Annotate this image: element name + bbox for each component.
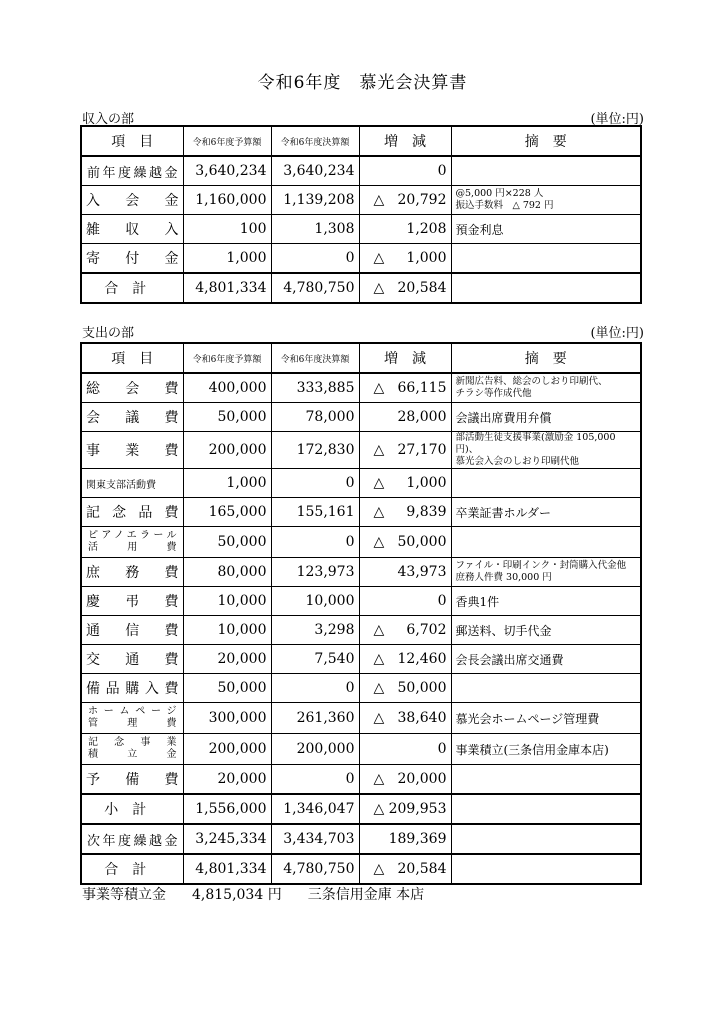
row-budget: 1,160,000 — [183, 186, 271, 215]
row-note — [451, 244, 641, 274]
table-row — [81, 373, 641, 403]
row-actual: 0 — [271, 765, 359, 795]
row-diff — [359, 794, 451, 824]
income-unit-label: (単位:円) — [590, 112, 644, 127]
row-note: 会長会議出席交通費 — [451, 645, 641, 674]
row-actual: 0 — [271, 244, 359, 274]
table-row — [81, 703, 641, 734]
row-diff — [359, 156, 451, 186]
row-diff — [359, 587, 451, 616]
row-item: 寄付金 — [81, 244, 183, 274]
row-diff — [359, 527, 451, 558]
row-note — [451, 794, 641, 824]
row-note: 香典1件 — [451, 587, 641, 616]
table-row — [81, 432, 641, 469]
row-diff-value: 20,584 — [397, 861, 447, 877]
table-row — [81, 527, 641, 558]
table-row — [81, 469, 641, 498]
row-diff-value: 27,170 — [397, 442, 447, 458]
row-budget: 200,000 — [183, 734, 271, 765]
header-note: 摘 要 — [451, 126, 641, 156]
expense-section-label: 支出の部 — [82, 326, 135, 341]
row-item: 予備費 — [81, 765, 183, 795]
row-note — [451, 558, 641, 587]
header-item: 項 目 — [81, 343, 183, 373]
row-item-label: 合計 — [104, 862, 161, 878]
row-actual: 0 — [271, 469, 359, 498]
row-item-label: 活用費 — [88, 542, 177, 553]
row-note: 会議出席費用弁償 — [451, 403, 641, 432]
row-item: 記念品費 — [81, 498, 183, 527]
row-diff — [359, 273, 451, 303]
decrease-triangle-icon: △ — [373, 622, 385, 638]
row-budget: 300,000 — [183, 703, 271, 734]
table-row — [81, 156, 641, 186]
row-diff — [359, 469, 451, 498]
table-row — [81, 498, 641, 527]
row-note — [451, 674, 641, 703]
row-actual: 0 — [271, 527, 359, 558]
row-budget: 4,801,334 — [183, 854, 271, 884]
row-budget: 50,000 — [183, 674, 271, 703]
row-budget: 20,000 — [183, 645, 271, 674]
row-diff-value: 50,000 — [397, 680, 447, 696]
row-note: 慕光会ホームページ管理費 — [451, 703, 641, 734]
row-diff — [359, 244, 451, 274]
reserve-fund-footer — [82, 884, 450, 904]
row-note — [451, 824, 641, 854]
row-actual: 78,000 — [271, 403, 359, 432]
row-budget: 400,000 — [183, 373, 271, 403]
decrease-triangle-icon: △ — [373, 534, 385, 550]
row-diff — [359, 734, 451, 765]
row-note: 卒業証書ホルダー — [451, 498, 641, 527]
row-item-label: 積立金 — [88, 749, 177, 760]
row-note — [451, 373, 641, 403]
table-row — [81, 587, 641, 616]
row-diff-value: 50,000 — [397, 534, 447, 550]
header-actual: 令和6年度決算額 — [271, 126, 359, 156]
row-actual: 3,640,234 — [271, 156, 359, 186]
row-item-label: 管理費 — [88, 718, 177, 729]
decrease-triangle-icon: △ — [373, 380, 385, 396]
row-actual: 1,139,208 — [271, 186, 359, 215]
row-item-label: ホームページ — [88, 706, 177, 717]
decrease-triangle-icon: △ — [373, 801, 385, 817]
row-actual: 3,434,703 — [271, 824, 359, 854]
row-actual: 1,308 — [271, 215, 359, 244]
decrease-triangle-icon: △ — [373, 651, 385, 667]
row-diff — [359, 373, 451, 403]
income-header-row — [81, 126, 641, 156]
row-diff-value: 9,839 — [406, 504, 447, 520]
row-diff — [359, 616, 451, 645]
header-note: 摘 要 — [451, 343, 641, 373]
expense-header-row — [81, 343, 641, 373]
row-note: 郵送料、切手代金 — [451, 616, 641, 645]
decrease-triangle-icon: △ — [373, 680, 385, 696]
row-budget: 1,556,000 — [183, 794, 271, 824]
row-diff-value: 66,115 — [397, 380, 447, 396]
row-diff — [359, 674, 451, 703]
row-item: 雑収入 — [81, 215, 183, 244]
row-note — [451, 765, 641, 795]
row-diff-value: 0 — [437, 593, 447, 609]
row-actual: 172,830 — [271, 432, 359, 469]
row-note-line: チラシ等作成代他 — [455, 388, 532, 399]
income-section-label: 収入の部 — [82, 112, 135, 127]
row-diff-value: 20,792 — [397, 192, 447, 208]
reserve-fund-bank: 三条信用金庫 本店 — [307, 887, 425, 903]
row-actual: 4,780,750 — [271, 273, 359, 303]
row-budget: 3,245,334 — [183, 824, 271, 854]
row-diff — [359, 498, 451, 527]
row-note-line: 新聞広告料、総会のしおり印刷代、 — [455, 376, 608, 387]
row-item: 事業費 — [81, 432, 183, 469]
header-budget: 令和6年度予算額 — [183, 126, 271, 156]
row-note-line: 部活動生徒支援事業(激励金 105,000 円)、 — [455, 432, 616, 455]
row-note-line: 振込手数料 △ 792 円 — [455, 200, 554, 211]
row-diff-value: 189,369 — [388, 831, 447, 847]
row-diff-value: 20,000 — [397, 771, 447, 787]
row-note: 預金利息 — [451, 215, 641, 244]
expense-table — [80, 342, 642, 885]
row-actual: 123,973 — [271, 558, 359, 587]
reserve-fund-label: 事業等積立金 — [82, 887, 166, 903]
row-actual: 7,540 — [271, 645, 359, 674]
row-actual: 0 — [271, 674, 359, 703]
total-row — [81, 273, 641, 303]
row-diff — [359, 854, 451, 884]
row-diff — [359, 186, 451, 215]
row-note — [451, 186, 641, 215]
row-diff-value: 38,640 — [397, 710, 447, 726]
row-note-line: @5,000 円×228 人 — [455, 188, 544, 199]
decrease-triangle-icon: △ — [373, 475, 385, 491]
decrease-triangle-icon: △ — [373, 280, 385, 296]
total-row — [81, 854, 641, 884]
row-budget: 1,000 — [183, 469, 271, 498]
row-budget: 4,801,334 — [183, 273, 271, 303]
row-note — [451, 273, 641, 303]
row-item — [81, 794, 183, 824]
row-diff-value: 20,584 — [397, 280, 447, 296]
decrease-triangle-icon: △ — [373, 710, 385, 726]
row-item-label: 小計 — [104, 802, 161, 818]
row-item: 関東支部活動費 — [81, 469, 183, 498]
row-note — [451, 527, 641, 558]
subtotal-row — [81, 794, 641, 824]
row-diff — [359, 215, 451, 244]
table-row — [81, 186, 641, 215]
row-budget: 10,000 — [183, 616, 271, 645]
row-diff-value: 209,953 — [388, 801, 447, 817]
row-note — [451, 469, 641, 498]
table-row — [81, 215, 641, 244]
row-note — [451, 854, 641, 884]
header-item: 項 目 — [81, 126, 183, 156]
row-diff — [359, 824, 451, 854]
row-actual: 10,000 — [271, 587, 359, 616]
row-note-line: 庶務人件費 30,000 円 — [455, 572, 552, 583]
row-actual: 1,346,047 — [271, 794, 359, 824]
row-item: 総会費 — [81, 373, 183, 403]
table-row — [81, 616, 641, 645]
row-item — [81, 527, 183, 558]
row-diff — [359, 558, 451, 587]
income-table — [80, 125, 642, 304]
row-diff — [359, 432, 451, 469]
reserve-fund-amount: 4,815,034 円 — [192, 887, 282, 903]
row-budget: 50,000 — [183, 527, 271, 558]
header-actual: 令和6年度決算額 — [271, 343, 359, 373]
row-item: 次年度繰越金 — [81, 824, 183, 854]
row-item — [81, 734, 183, 765]
table-row — [81, 403, 641, 432]
row-diff-value: 1,208 — [406, 221, 447, 237]
row-budget: 200,000 — [183, 432, 271, 469]
row-budget: 100 — [183, 215, 271, 244]
row-diff-value: 1,000 — [406, 475, 447, 491]
row-budget: 50,000 — [183, 403, 271, 432]
row-item: 通信費 — [81, 616, 183, 645]
row-actual: 333,885 — [271, 373, 359, 403]
row-note: 事業積立(三条信用金庫本店) — [451, 734, 641, 765]
table-row — [81, 244, 641, 274]
decrease-triangle-icon: △ — [373, 861, 385, 877]
row-note — [451, 432, 641, 469]
row-note-line: ファイル・印刷インク・封筒購入代金他 — [455, 560, 627, 571]
row-item — [81, 854, 183, 884]
row-note — [451, 156, 641, 186]
row-diff — [359, 703, 451, 734]
row-actual: 4,780,750 — [271, 854, 359, 884]
row-diff — [359, 645, 451, 674]
row-actual: 200,000 — [271, 734, 359, 765]
row-actual: 3,298 — [271, 616, 359, 645]
row-diff-value: 12,460 — [397, 651, 447, 667]
row-diff-value: 6,702 — [406, 622, 447, 638]
row-item: 慶弔費 — [81, 587, 183, 616]
header-diff: 増 減 — [359, 126, 451, 156]
row-item: 入会金 — [81, 186, 183, 215]
decrease-triangle-icon: △ — [373, 442, 385, 458]
row-budget: 1,000 — [183, 244, 271, 274]
row-item: 備品購入費 — [81, 674, 183, 703]
row-item — [81, 703, 183, 734]
row-actual: 261,360 — [271, 703, 359, 734]
row-diff-value: 28,000 — [397, 409, 447, 425]
row-diff-value: 43,973 — [397, 564, 447, 580]
decrease-triangle-icon: △ — [373, 504, 385, 520]
carry-over-row — [81, 824, 641, 854]
table-row — [81, 674, 641, 703]
row-note-line: 慕光会入会のしおり印刷代他 — [455, 456, 580, 467]
table-row — [81, 734, 641, 765]
decrease-triangle-icon: △ — [373, 192, 385, 208]
table-row — [81, 765, 641, 795]
header-diff: 増 減 — [359, 343, 451, 373]
row-item: 前年度繰越金 — [81, 156, 183, 186]
row-diff — [359, 765, 451, 795]
decrease-triangle-icon: △ — [373, 250, 385, 266]
row-item: 庶務費 — [81, 558, 183, 587]
expense-unit-label: (単位:円) — [590, 326, 644, 341]
row-item — [81, 273, 183, 303]
row-diff-value: 0 — [437, 741, 447, 757]
table-row — [81, 645, 641, 674]
row-diff — [359, 403, 451, 432]
header-budget: 令和6年度予算額 — [183, 343, 271, 373]
page-title: 令和6年度 慕光会決算書 — [257, 73, 468, 93]
row-item: 会議費 — [81, 403, 183, 432]
row-budget: 165,000 — [183, 498, 271, 527]
row-budget: 10,000 — [183, 587, 271, 616]
row-diff-value: 1,000 — [406, 250, 447, 266]
row-budget: 3,640,234 — [183, 156, 271, 186]
row-item: 交通費 — [81, 645, 183, 674]
row-budget: 20,000 — [183, 765, 271, 795]
row-diff-value: 0 — [437, 163, 447, 179]
table-row — [81, 558, 641, 587]
row-item-label: ピアノエラール — [88, 530, 177, 541]
decrease-triangle-icon: △ — [373, 771, 385, 787]
row-item-label: 記念事業 — [88, 737, 177, 748]
row-budget: 80,000 — [183, 558, 271, 587]
row-item-label: 合計 — [104, 281, 161, 297]
row-actual: 155,161 — [271, 498, 359, 527]
